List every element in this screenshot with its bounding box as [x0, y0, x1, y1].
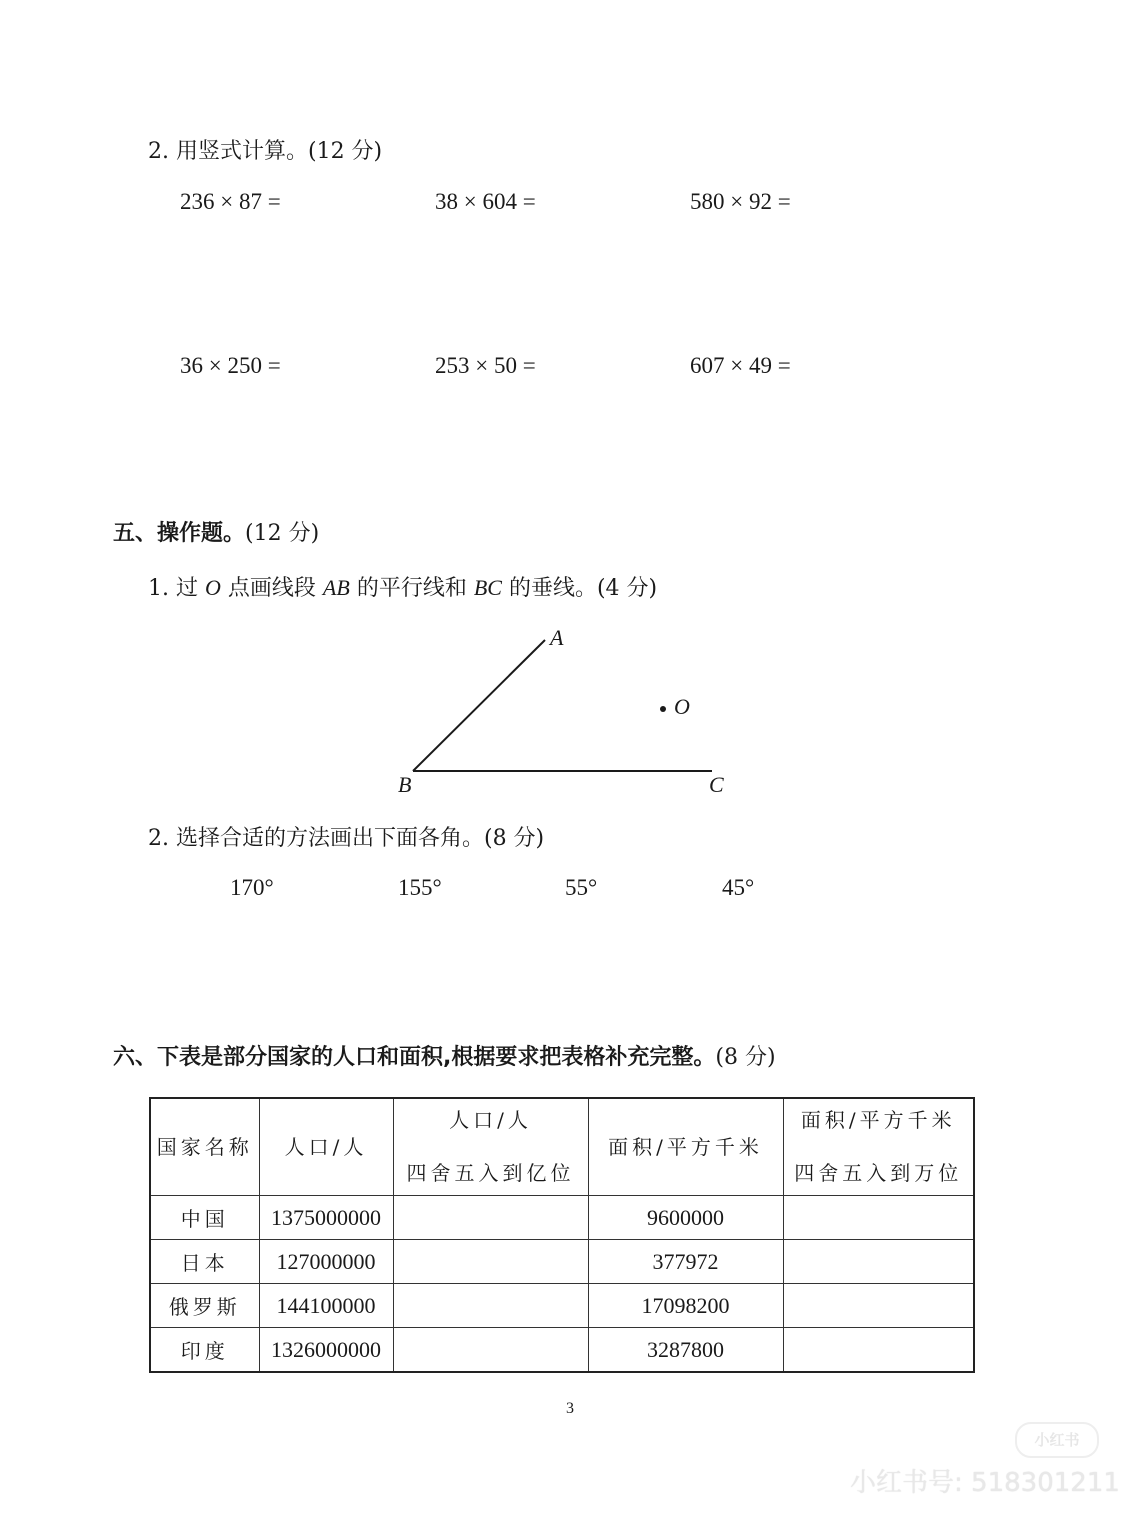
- angle-value: 170°: [230, 875, 274, 900]
- calc-expression: 36 × 250 =: [180, 353, 281, 378]
- cell-area: 3287800: [588, 1328, 783, 1373]
- calc-expression: 38 × 604 =: [435, 189, 536, 214]
- angle-value: 55°: [565, 875, 598, 900]
- cell-population-rounded[interactable]: [393, 1196, 588, 1240]
- geometry-figure: [380, 615, 750, 805]
- population-area-table: [149, 1097, 975, 1373]
- section5-heading: 五、操作题。: [113, 521, 246, 546]
- q1-text: 点画线段: [227, 576, 316, 601]
- table-header-row: [150, 1098, 974, 1196]
- cell-country: 中国: [150, 1196, 259, 1240]
- label-c: C: [709, 772, 724, 797]
- cell-area-rounded[interactable]: [783, 1328, 974, 1373]
- section6-title: [113, 1040, 776, 1071]
- section5-title: [113, 516, 319, 547]
- label-o: O: [674, 694, 690, 719]
- header-area-rounded: 面积/平方千米 四舍五入到万位: [783, 1098, 974, 1196]
- cell-area-rounded[interactable]: [783, 1240, 974, 1284]
- q1-text: 的垂线。(4 分): [508, 576, 658, 601]
- header-population: 人口/人: [259, 1098, 393, 1196]
- cell-population: 127000000: [259, 1240, 393, 1284]
- var-ab: AB: [322, 575, 350, 600]
- watermark-logo: 小红书: [1015, 1422, 1099, 1458]
- segment-ab: [413, 640, 545, 771]
- cell-area: 9600000: [588, 1196, 783, 1240]
- calc-expression: 253 × 50 =: [435, 353, 536, 378]
- cell-area-rounded[interactable]: [783, 1284, 974, 1328]
- label-b: B: [398, 772, 412, 797]
- section5-q1-prompt: [148, 571, 657, 602]
- header-area: 面积/平方千米: [588, 1098, 783, 1196]
- watermark-text: 小红书号: 518301211: [850, 1468, 1120, 1498]
- header-population-rounded: 人口/人 四舍五入到亿位: [393, 1098, 588, 1196]
- table-row: [150, 1284, 974, 1328]
- q1-number: 1.: [148, 576, 169, 601]
- q1-text: 的平行线和: [356, 576, 467, 601]
- angle-value: 155°: [398, 875, 442, 900]
- section6-heading: 六、下表是部分国家的人口和面积,根据要求把表格补充完整。: [113, 1045, 716, 1070]
- cell-area: 377972: [588, 1240, 783, 1284]
- angle-value: 45°: [722, 875, 755, 900]
- var-o: O: [205, 575, 221, 600]
- vertical-calc-title: 2. 用竖式计算。(12 分): [148, 139, 383, 164]
- cell-population: 1375000000: [259, 1196, 393, 1240]
- header-country: 国家名称: [150, 1098, 259, 1196]
- table-row: [150, 1328, 974, 1373]
- cell-area-rounded[interactable]: [783, 1196, 974, 1240]
- calc-expression: 580 × 92 =: [690, 189, 791, 214]
- cell-area: 17098200: [588, 1284, 783, 1328]
- cell-population: 144100000: [259, 1284, 393, 1328]
- cell-population-rounded[interactable]: [393, 1284, 588, 1328]
- cell-population: 1326000000: [259, 1328, 393, 1373]
- calc-expression: 607 × 49 =: [690, 353, 791, 378]
- cell-population-rounded[interactable]: [393, 1240, 588, 1284]
- q1-text: 过: [176, 576, 199, 601]
- cell-country: 日本: [150, 1240, 259, 1284]
- section5-points: (12 分): [245, 521, 320, 546]
- cell-population-rounded[interactable]: [393, 1328, 588, 1373]
- section6-points: (8 分): [715, 1045, 776, 1070]
- point-o: [660, 706, 666, 712]
- label-a: A: [550, 625, 564, 650]
- page-number: 3: [566, 1400, 574, 1417]
- cell-country: 印度: [150, 1328, 259, 1373]
- table-row: [150, 1196, 974, 1240]
- calc-expression: 236 × 87 =: [180, 189, 281, 214]
- cell-country: 俄罗斯: [150, 1284, 259, 1328]
- table-row: [150, 1240, 974, 1284]
- section5-q2-prompt: 2. 选择合适的方法画出下面各角。(8 分): [148, 826, 545, 851]
- var-bc: BC: [473, 575, 502, 600]
